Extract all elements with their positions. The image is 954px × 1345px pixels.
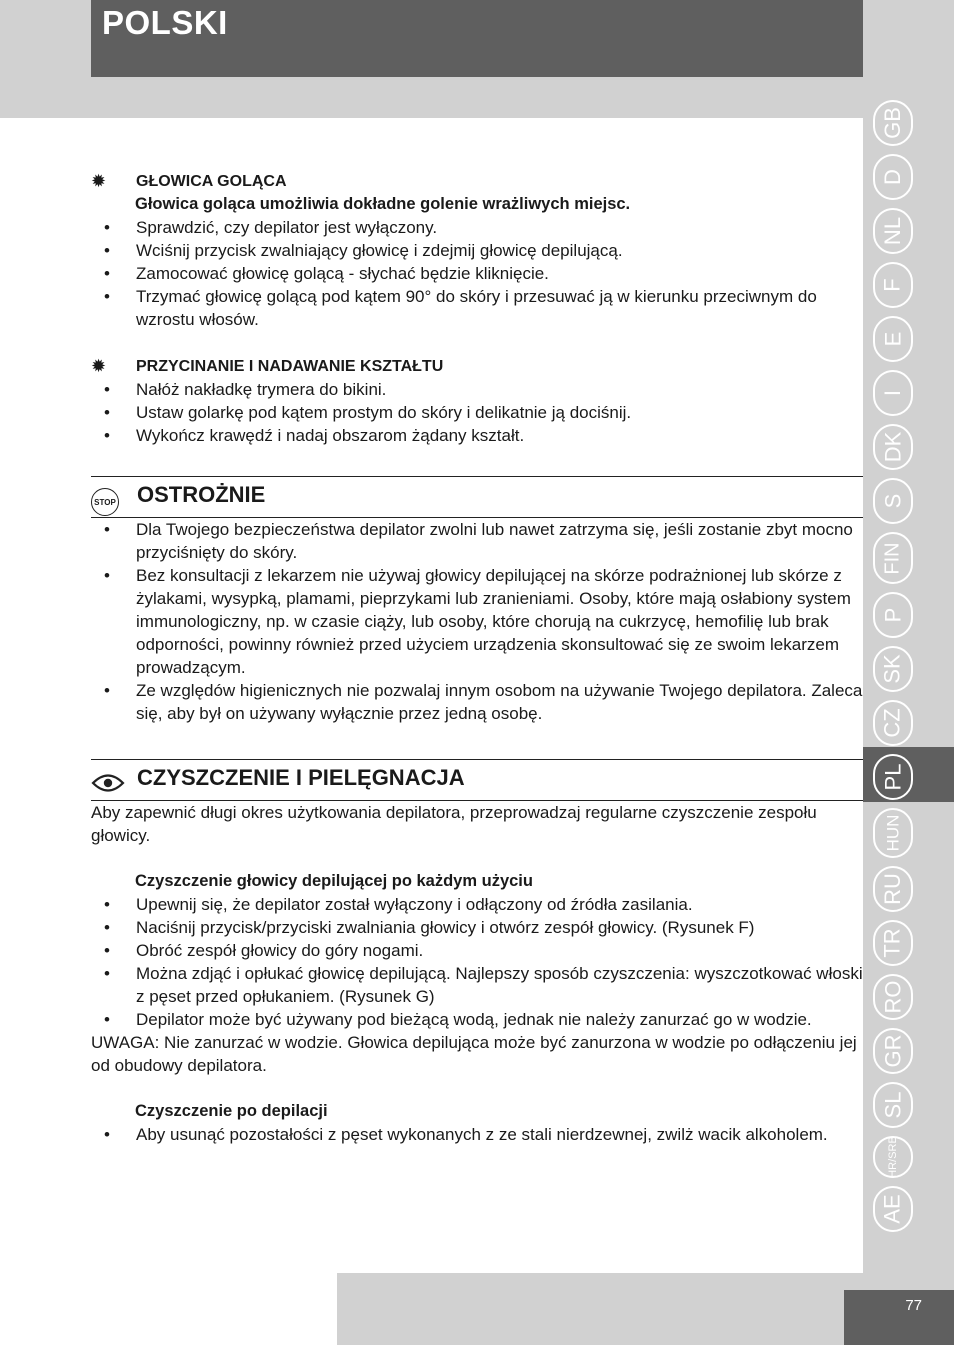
list-item: • Trzymać głowicę golącą pod kątem 90° do skóry i przesuwać ją w kierunku przeciwnym do wzrostu włosów. — [91, 285, 863, 331]
star-bullet-icon: ✹ — [91, 171, 107, 191]
list-item: • Ze względów higienicznych nie pozwalaj innym osobom na używanie Twojego depilatora. Zaleca się, aby był on używany wyłącznie przez jedną osobę. — [91, 679, 863, 725]
list-item: • Upewnij się, że depilator został wyłączony i odłączony od źródła zasilania. — [91, 893, 863, 916]
language-tab-hr-srb[interactable] — [871, 1132, 915, 1182]
language-tab-circle — [873, 592, 913, 638]
language-tab-ae[interactable] — [871, 1182, 915, 1236]
language-tab-i[interactable] — [871, 366, 915, 420]
language-tab-s[interactable] — [871, 474, 915, 528]
language-tab-label: PL — [879, 763, 905, 791]
language-tab-label: DK — [880, 431, 905, 463]
language-tab-circle — [873, 532, 913, 584]
language-tab-label: RU — [880, 873, 905, 905]
language-tab-fin[interactable] — [871, 528, 915, 588]
language-tab-label: S — [880, 493, 905, 509]
language-tab-tr[interactable] — [871, 916, 915, 970]
language-tab-label: E — [880, 331, 905, 347]
language-tab-gb[interactable] — [871, 96, 915, 150]
list-item: • Nałóż nakładkę trymera do bikini. — [91, 378, 863, 401]
language-tab-label: GB — [879, 107, 905, 139]
language-tab-nl[interactable] — [871, 204, 915, 258]
language-tab-label: TR — [879, 928, 905, 958]
language-tab-f[interactable] — [871, 258, 915, 312]
language-tab-gr[interactable] — [871, 1024, 915, 1078]
cleaning-subheading-2: Czyszczenie po depilacji — [135, 1102, 328, 1120]
list-item: • Ustaw golarkę pod kątem prostym do skóry i delikatnie ją dociśnij. — [91, 401, 863, 424]
list-item: • Można zdjąć i opłukać głowicę depilującą. Najlepszy sposób czyszczenia: wyszczotkować włoski z pęset przed opłukaniem. (Rysunek G) — [91, 962, 863, 1008]
shaving-lead: Głowica goląca umożliwia dokładne golenie wrażliwych miejsc. — [135, 195, 631, 213]
language-tab-ro[interactable] — [871, 970, 915, 1024]
language-tab-circle — [873, 1082, 913, 1128]
language-tab-circle — [873, 1186, 913, 1232]
cleaning-heading — [91, 759, 863, 801]
shaving-heading-text: GŁOWICA GOLĄCA — [136, 173, 287, 190]
language-tab-sl[interactable] — [871, 1078, 915, 1132]
language-tab-circle — [873, 154, 913, 200]
stop-icon: STOP — [91, 488, 119, 516]
language-tab-pl[interactable] — [871, 750, 915, 804]
list-item: • Wykończ krawędź i nadaj obszarom żądany kształt. — [91, 424, 863, 447]
list-item: • Zamocować głowicę golącą - słychać będzie kliknięcie. — [91, 262, 863, 285]
language-tab-label: HUN — [883, 814, 902, 852]
language-tab-circle — [873, 370, 913, 416]
cleaning-title: CZYSZCZENIE I PIELĘGNACJA — [137, 765, 465, 790]
language-tab-circle — [873, 974, 913, 1020]
language-tab-e[interactable] — [871, 312, 915, 366]
eye-icon — [91, 772, 125, 794]
language-tab-label: P — [880, 607, 905, 623]
star-bullet-icon: ✹ — [91, 356, 107, 376]
language-tab-ru[interactable] — [871, 862, 915, 916]
language-tab-label: SL — [879, 1091, 905, 1119]
language-tab-sk[interactable] — [871, 642, 915, 696]
trimming-heading-text: PRZYCINANIE I NADAWANIE KSZTAŁTU — [136, 358, 444, 375]
language-tab-label: I — [880, 389, 905, 397]
caution-heading — [91, 476, 863, 518]
list-item: • Obróć zespół głowicy do góry nogami. — [91, 939, 863, 962]
language-tab-circle — [873, 478, 913, 524]
list-item: • Sprawdzić, czy depilator jest wyłączony. — [91, 216, 863, 239]
cleaning-list-1 — [91, 893, 863, 1031]
language-tab-label: D — [879, 169, 905, 185]
page-number-band — [844, 1290, 954, 1345]
list-item: • Wciśnij przycisk zwalniający głowicę i zdejmij głowicę depilującą. — [91, 239, 863, 262]
cleaning-list-2 — [91, 1123, 863, 1146]
trimming-list — [91, 378, 863, 447]
language-tab-dk[interactable] — [871, 420, 915, 474]
language-tab-hun[interactable] — [871, 804, 915, 862]
language-tab-label: HR/SRB — [887, 1136, 899, 1178]
list-item: • Depilator może być używany pod bieżącą wodą, jednak nie należy zanurzać go w wodzie. — [91, 1008, 863, 1031]
caution-title: OSTROŻNIE — [137, 482, 266, 507]
cleaning-subheading-1: Czyszczenie głowicy depilującej po każdym użyciu — [135, 872, 533, 890]
page-number: 77 — [905, 1297, 922, 1314]
language-tab-circle — [873, 100, 913, 146]
language-tab-label: RO — [880, 980, 905, 1014]
language-tab-circle — [873, 808, 913, 858]
language-tab-circle — [873, 754, 913, 800]
language-tab-p[interactable] — [871, 588, 915, 642]
language-tab-circle — [873, 920, 913, 966]
list-item: • Naciśnij przycisk/przyciski zwalniania głowicy i otwórz zespół głowicy. (Rysunek F) — [91, 916, 863, 939]
language-tab-cz[interactable] — [871, 696, 915, 750]
page-bottom-strip — [0, 1273, 337, 1345]
shaving-list — [91, 216, 863, 331]
list-item: • Aby usunąć pozostałości z pęset wykonanych z ze stali nierdzewnej, zwilż wacik alkoholem. — [91, 1123, 863, 1146]
list-item: • Bez konsultacji z lekarzem nie używaj głowicy depilującej na skórze podrażnionej lub skórze z żylakami, wysypką, plamami, pieprzykami lub zranieniami. Osoby, które mają osłabiony system immunologiczny, np. w czasie ciąży, lub osoby, które chorują na cukrzycę, hemofilię lub brak odporności, powinny również przed użyciem urządzenia skonsultować się ze swoim lekarzem prowadzącym. — [91, 564, 863, 679]
page-title: POLSKI — [102, 4, 228, 41]
list-item: • Dla Twojego bezpieczeństwa depilator zwolni lub nawet zatrzyma się, jeśli zostanie zbyt mocno przyciśnięty do skóry. — [91, 518, 863, 564]
language-tab-circle — [873, 1136, 913, 1178]
language-tab-circle — [873, 424, 913, 470]
language-tab-label: SK — [879, 654, 905, 684]
language-tab-circle — [873, 1028, 913, 1074]
cleaning-intro: Aby zapewnić długi okres użytkowania depilatora, przeprowadzaj regularne czyszczenie zespołu głowicy. — [91, 803, 817, 845]
language-tab-d[interactable] — [871, 150, 915, 204]
language-tab-label: F — [879, 278, 905, 292]
language-tab-circle — [873, 700, 913, 746]
trimming-heading — [91, 355, 863, 378]
language-tab-circle — [873, 208, 913, 254]
language-tab-circle — [873, 262, 913, 308]
shaving-heading — [91, 170, 863, 193]
language-tab-circle — [873, 646, 913, 692]
language-tab-label: AE — [879, 1194, 905, 1224]
language-tab-circle — [873, 866, 913, 912]
language-tab-label: FIN — [881, 541, 904, 575]
language-tab-label: CZ — [879, 708, 905, 738]
header-band — [91, 0, 863, 77]
caution-list — [91, 518, 863, 725]
language-tab-label: NL — [880, 216, 905, 246]
cleaning-note: UWAGA: Nie zanurzać w wodzie. Głowica depilująca może być zanurzona w wodzie po odłączeniu jej od obudowy depilatora. — [91, 1033, 857, 1075]
main-content — [91, 170, 863, 1146]
language-tabs — [871, 96, 915, 1236]
language-tab-circle — [873, 316, 913, 362]
language-tab-label: GR — [880, 1034, 905, 1068]
